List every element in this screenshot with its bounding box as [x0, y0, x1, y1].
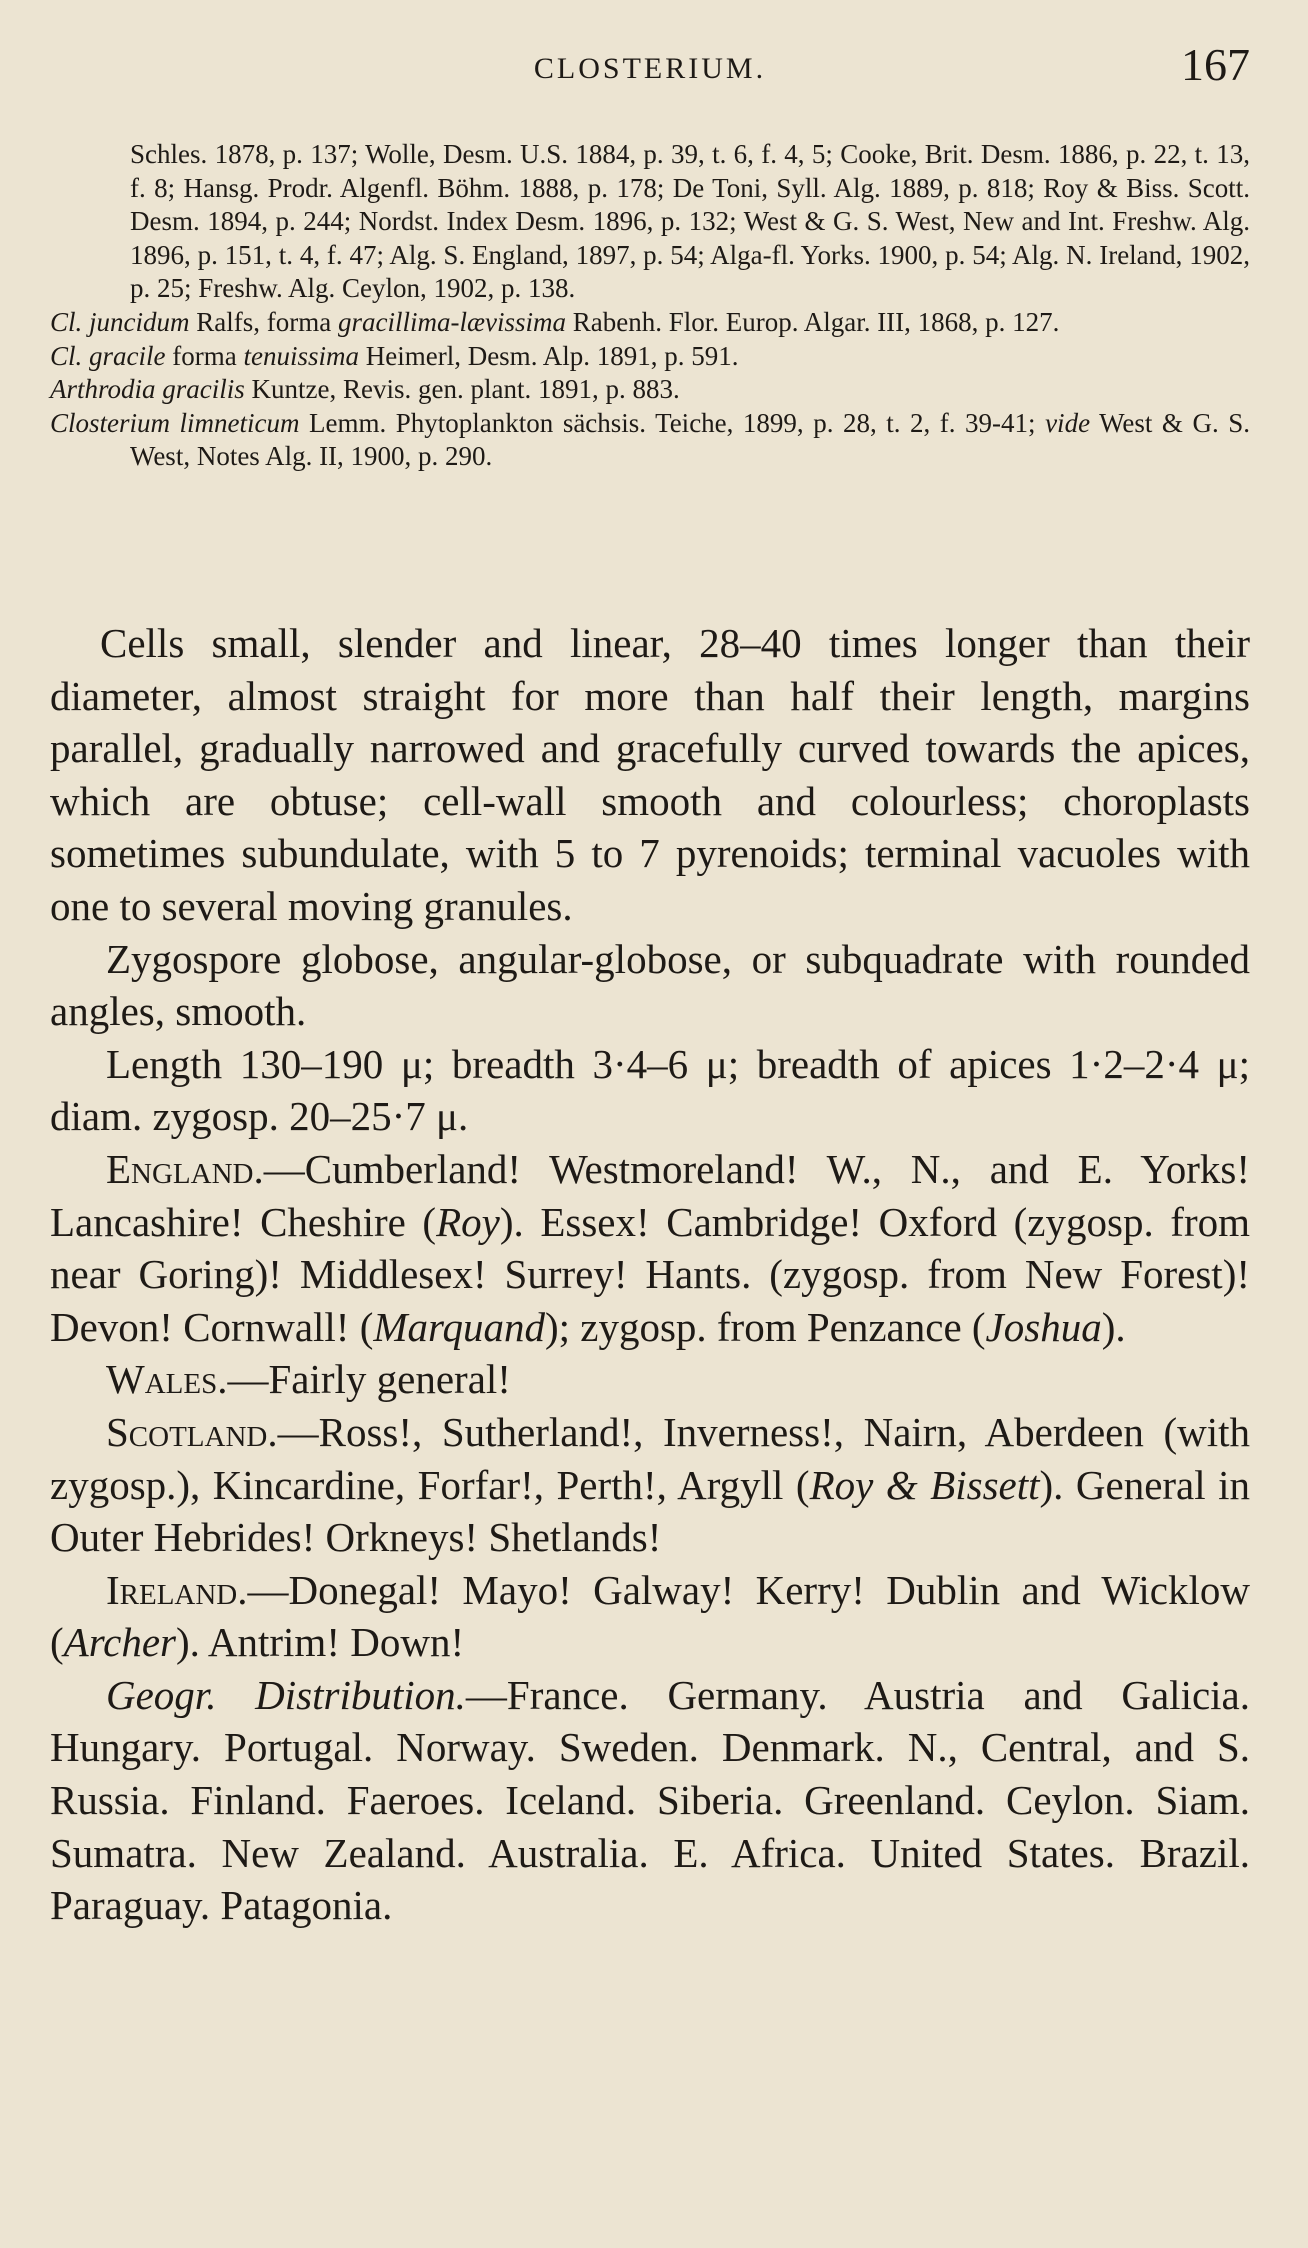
england-paragraph: England.—Cumberland! Westmoreland! W., N., and E. Yorks! Lancashire! Cheshire (Roy). Essex! Cambridge! Oxford (zygosp. from near Goring)! Middlesex! Surrey! Hants. (zygosp. from New Forest)! Devon! Cornwall! (Marquand); zygosp. from Penzance (Joshua).: [50, 1145, 1250, 1350]
synonymy-entry: Arthrodia gracilis Kuntze, Revis. gen. plant. 1891, p. 883.: [50, 374, 680, 405]
region-label: England.: [106, 1145, 264, 1192]
synonymy-entry: Cl. juncidum Ralfs, forma gracillima-lævissima Rabenh. Flor. Europ. Algar. III, 1868, p. 127.: [50, 306, 1060, 337]
region-label: Ireland.: [106, 1566, 248, 1613]
ireland-paragraph: Ireland.—Donegal! Mayo! Galway! Kerry! Dublin and Wicklow (Archer). Antrim! Down!: [50, 1566, 1250, 1666]
taxon-name: gracillima-lævissima: [337, 306, 566, 337]
wales-paragraph: Wales.—Fairly general!: [106, 1356, 511, 1403]
running-title: CLOSTERIUM.: [533, 52, 767, 85]
synonymy-block: [50, 138, 1250, 474]
synonymy-entry: Closterium limneticum Lemm. Phytoplankton sächsis. Teiche, 1899, p. 28, t. 2, f. 39-41; vide West & G. S. West, Notes Alg. II, 1900, p. 290.: [50, 407, 1250, 472]
dimensions-paragraph: Length 130–190 μ; breadth 3·4–6 μ; breadth of apices 1·2–2·4 μ; diam. zygosp. 20–25·7 μ.: [50, 1040, 1250, 1140]
taxon-name: Arthrodia gracilis: [50, 374, 245, 405]
distribution-paragraph: Geogr. Distribution.—France. Germany. Austria and Galicia. Hungary. Portugal. Norway. Sweden. Denmark. N., Central, and S. Russia. Finland. Faeroes. Iceland. Siberia. Greenland. Ceylon. Siam. Sumatra. New Zealand. Australia. E. Africa. United States. Brazil. Paraguay. Patagonia.: [50, 1671, 1250, 1929]
description-paragraph: Cells small, slender and linear, 28–40 times longer than their diameter, almost straight for more than half their length, margins parallel, gradually narrowed and gracefully curved towards the apices, which are obtuse; cell-wall smooth and colourless; choroplasts sometimes subundulate, with 5 to 7 pyrenoids; terminal vacuoles with one to several moving granules.: [50, 620, 1250, 929]
synonymy-entry: Cl. gracile forma tenuissima Heimerl, Desm. Alp. 1891, p. 591.: [50, 340, 739, 371]
taxon-name: Cl. juncidum: [50, 306, 190, 337]
synonymy-entry: Schles. 1878, p. 137; Wolle, Desm. U.S. 1884, p. 39, t. 6, f. 4, 5; Cooke, Brit. Desm. 1886, p. 22, t. 13, f. 8; Hansg. Prodr. Algenfl. Böhm. 1888, p. 178; De Toni, Syll. Alg. 1889, p. 818; Roy & Biss. Scott. Desm. 1894, p. 244; Nordst. Index Desm. 1896, p. 132; West & G. S. West, New and Int. Freshw. Alg. 1896, p. 151, t. 4, f. 47; Alg. S. England, 1897, p. 54; Alga-fl. Yorks. 1900, p. 54; Alg. N. Ireland, 1902, p. 25; Freshw. Alg. Ceylon, 1902, p. 138.: [130, 139, 1250, 304]
taxon-name: Closterium limneticum: [50, 407, 300, 438]
distribution-label: Geogr. Distribution.: [106, 1671, 466, 1718]
taxon-name: tenuissima: [243, 340, 359, 371]
body-text: [50, 617, 1250, 1932]
running-head: [50, 38, 1250, 98]
zygospore-paragraph: Zygospore globose, angular-globose, or subquadrate with rounded angles, smooth.: [50, 935, 1250, 1035]
taxon-name: Cl. gracile: [50, 340, 166, 371]
scotland-paragraph: Scotland.—Ross!, Sutherland!, Inverness!, Nairn, Aberdeen (with zygosp.), Kincardine, Forfar!, Perth!, Argyll (Roy & Bissett). General in Outer Hebrides! Orkneys! Shetlands!: [50, 1408, 1251, 1561]
region-label: Wales.: [106, 1356, 228, 1403]
page-number: 167: [1181, 39, 1250, 90]
region-label: Scotland.: [106, 1408, 278, 1455]
